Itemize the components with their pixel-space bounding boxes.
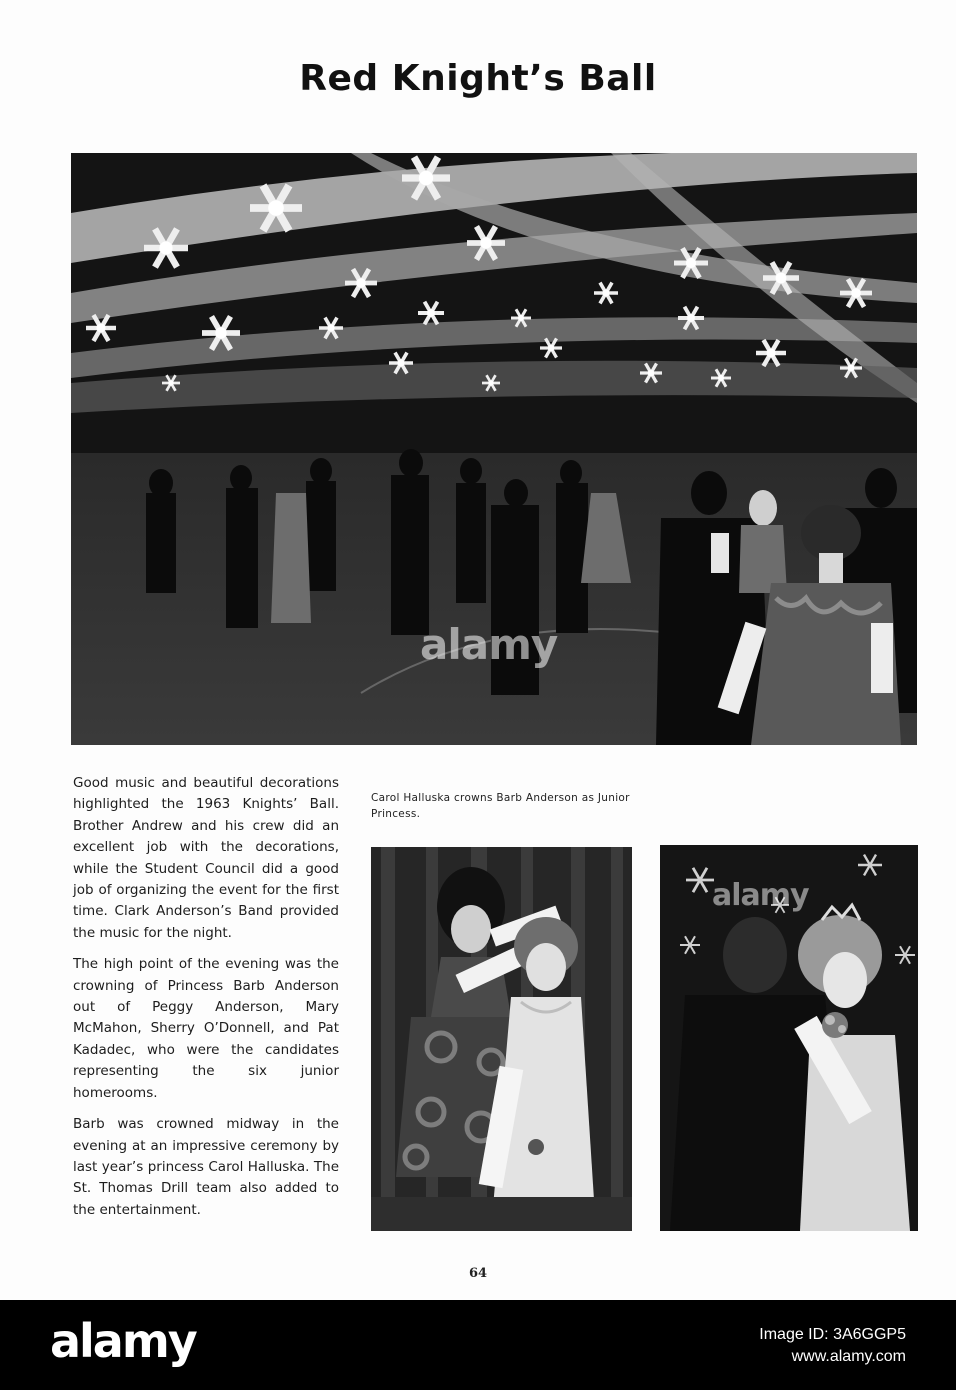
image-id: Image ID: 3A6GGP5 (759, 1326, 906, 1343)
alamy-logo: alamy (50, 1314, 196, 1368)
article-body (73, 773, 339, 1231)
stock-footer-bar (0, 1300, 956, 1390)
article-paragraph: Barb was crowned midway in the evening at an impressive ceremony by last year’s princess Carol Halluska. The St. Thomas Drill team also added to the entertainment. (73, 1116, 339, 1218)
site-url: www.alamy.com (791, 1348, 906, 1365)
photo-caption: Carol Halluska crowns Barb Anderson as Junior Princess. (371, 792, 630, 820)
article-paragraph: The high point of the evening was the crowning of Princess Barb Anderson out of Peggy Anderson, Mary McMahon, Sherry O’Donnell, and Pat Kadadec, who were the candidates representing the six junior homerooms. (73, 956, 339, 1101)
watermark: alamy (712, 878, 809, 913)
article-paragraph: Good music and beautiful decorations highlighted the 1963 Knights’ Ball. Brother Andrew and his crew did an excellent job with the decorations, while the Student Council did a good job of organizing the event for the first time. Clark Anderson’s Band provided the music for the night. (73, 775, 339, 941)
watermark: alamy (420, 620, 558, 669)
page-number: 64 (468, 1266, 488, 1281)
page-title: Red Knight’s Ball (299, 58, 657, 99)
crowning-photo (371, 847, 632, 1231)
image-id-block (759, 1324, 906, 1368)
